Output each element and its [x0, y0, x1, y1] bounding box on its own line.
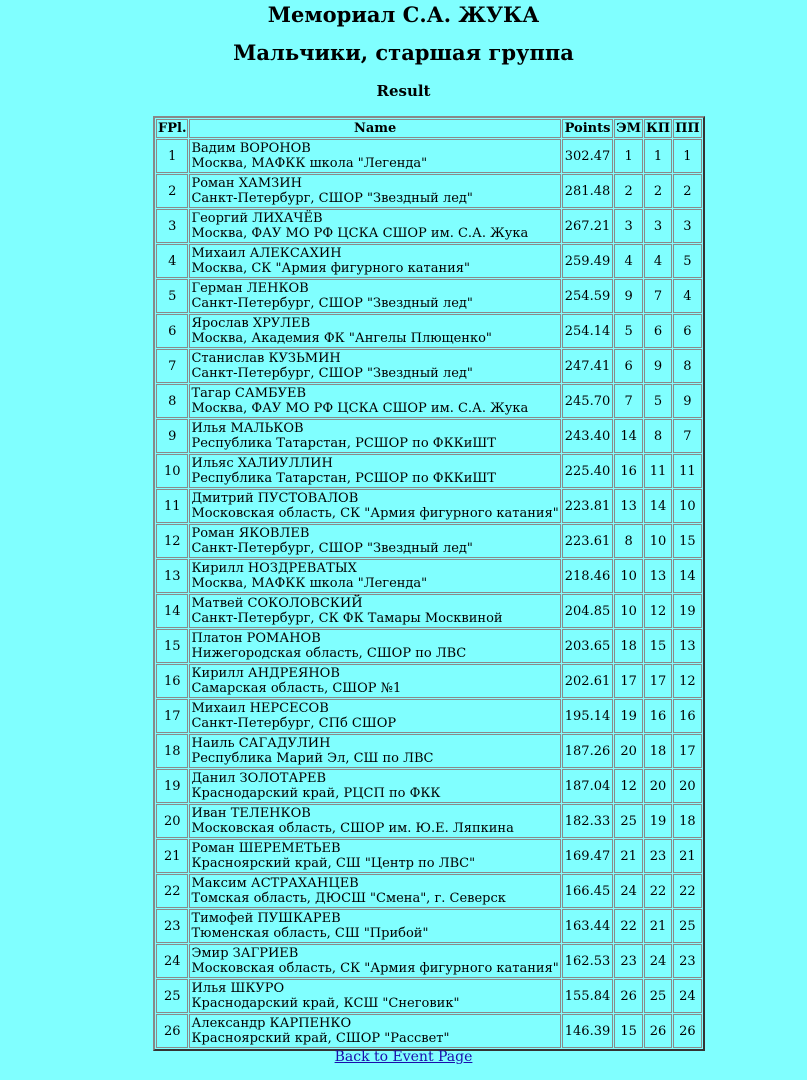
em-place-cell: 3 [614, 209, 643, 243]
skater-cell [189, 559, 560, 593]
header-fpl: FPl. [158, 121, 187, 136]
pp-place-cell: 8 [673, 349, 702, 383]
em-place-cell: 6 [614, 349, 643, 383]
pp-place-cell: 22 [673, 874, 702, 908]
table-row [156, 244, 702, 278]
table-row [156, 559, 702, 593]
points-cell: 243.40 [562, 419, 614, 453]
place-cell: 17 [156, 699, 188, 733]
skater-cell [189, 874, 560, 908]
points-cell: 162.53 [562, 944, 614, 978]
skater-club: Нижегородская область, СШОР по ЛВС [191, 646, 467, 661]
table-row [156, 804, 702, 838]
em-place-cell: 8 [614, 524, 643, 558]
kp-place-cell: 17 [644, 664, 672, 698]
points-cell: 218.46 [562, 559, 614, 593]
place-cell: 16 [156, 664, 188, 698]
em-place-cell: 22 [614, 909, 643, 943]
results-table [153, 116, 705, 1051]
skater-club: Москва, Академия ФК "Ангелы Плющенко" [191, 331, 492, 346]
kp-place-cell: 16 [644, 699, 672, 733]
points-cell: 302.47 [562, 139, 614, 173]
kp-place-cell: 18 [644, 734, 672, 768]
kp-place-cell: 11 [644, 454, 672, 488]
kp-place-cell: 8 [644, 419, 672, 453]
em-place-cell: 9 [614, 279, 643, 313]
header-kp: КП [645, 121, 671, 136]
place-cell: 20 [156, 804, 188, 838]
skater-club: Санкт-Петербург, СПб СШОР [191, 716, 397, 731]
em-place-cell: 10 [614, 559, 643, 593]
table-row [156, 629, 702, 663]
pp-place-cell: 26 [673, 1014, 702, 1048]
pp-place-cell: 18 [673, 804, 702, 838]
points-cell: 245.70 [562, 384, 614, 418]
back-link-container [0, 1048, 807, 1066]
place-cell: 11 [156, 489, 188, 523]
place-cell: 8 [156, 384, 188, 418]
skater-cell [189, 944, 560, 978]
place-cell: 7 [156, 349, 188, 383]
table-row [156, 419, 702, 453]
skater-name: Кирилл АНДРЕЯНОВ [191, 666, 340, 681]
em-place-cell: 14 [614, 419, 643, 453]
place-cell: 1 [156, 139, 188, 173]
skater-club: Московская область, СК "Армия фигурного катания" [191, 506, 559, 521]
place-cell: 24 [156, 944, 188, 978]
points-cell: 203.65 [562, 629, 614, 663]
skater-cell [189, 804, 560, 838]
skater-club: Санкт-Петербург, СШОР "Звездный лед" [191, 191, 473, 206]
skater-club: Красноярский край, СШ "Центр по ЛВС" [191, 856, 476, 871]
skater-cell [189, 734, 560, 768]
kp-place-cell: 10 [644, 524, 672, 558]
points-cell: 281.48 [562, 174, 614, 208]
skater-name: Вадим ВОРОНОВ [191, 141, 311, 156]
pp-place-cell: 1 [673, 139, 702, 173]
pp-place-cell: 5 [673, 244, 702, 278]
em-place-cell: 12 [614, 769, 643, 803]
skater-name: Герман ЛЕНКОВ [191, 281, 309, 296]
skater-cell [189, 1014, 560, 1048]
skater-club: Республика Татарстан, РСШОР по ФККиШТ [191, 471, 496, 486]
table-row [156, 874, 702, 908]
pp-place-cell: 12 [673, 664, 702, 698]
skater-name: Роман ШЕРЕМЕТЬЕВ [191, 841, 341, 856]
table-row [156, 489, 702, 523]
place-cell: 25 [156, 979, 188, 1013]
skater-name: Ярослав ХРУЛЕВ [191, 316, 311, 331]
skater-club: Томская область, ДЮСШ "Смена", г. Северск [191, 891, 506, 906]
skater-club: Санкт-Петербург, СШОР "Звездный лед" [191, 296, 473, 311]
table-row [156, 594, 702, 628]
skater-club: Красноярский край, СШОР "Рассвет" [191, 1031, 450, 1046]
skater-name: Тимофей ПУШКАРЕВ [191, 911, 341, 926]
kp-place-cell: 6 [644, 314, 672, 348]
skater-club: Санкт-Петербург, СШОР "Звездный лед" [191, 541, 473, 556]
skater-name: Станислав КУЗЬМИН [191, 351, 341, 366]
skater-name: Роман ЯКОВЛЕВ [191, 526, 310, 541]
skater-cell [189, 384, 560, 418]
table-row [156, 1014, 702, 1048]
skater-club: Москва, МАФКК школа "Легенда" [191, 576, 428, 591]
skater-club: Московская область, СШОР им. Ю.Е. Ляпкина [191, 821, 514, 836]
pp-place-cell: 23 [673, 944, 702, 978]
points-cell: 254.14 [562, 314, 614, 348]
skater-cell [189, 769, 560, 803]
kp-place-cell: 1 [644, 139, 672, 173]
table-row [156, 909, 702, 943]
pp-place-cell: 15 [673, 524, 702, 558]
skater-name: Михаил НЕРСЕСОВ [191, 701, 329, 716]
skater-cell [189, 839, 560, 873]
em-place-cell: 25 [614, 804, 643, 838]
header-points: Points [562, 119, 614, 138]
skater-club: Московская область, СК "Армия фигурного катания" [191, 961, 559, 976]
pp-place-cell: 6 [673, 314, 702, 348]
place-cell: 6 [156, 314, 188, 348]
em-place-cell: 23 [614, 944, 643, 978]
skater-name: Илья МАЛЬКОВ [191, 421, 304, 436]
points-cell: 225.40 [562, 454, 614, 488]
kp-place-cell: 14 [644, 489, 672, 523]
kp-place-cell: 26 [644, 1014, 672, 1048]
skater-cell [189, 419, 560, 453]
points-cell: 204.85 [562, 594, 614, 628]
kp-place-cell: 23 [644, 839, 672, 873]
skater-cell [189, 454, 560, 488]
kp-place-cell: 12 [644, 594, 672, 628]
pp-place-cell: 21 [673, 839, 702, 873]
place-cell: 26 [156, 1014, 188, 1048]
points-cell: 155.84 [562, 979, 614, 1013]
em-place-cell: 5 [614, 314, 643, 348]
kp-place-cell: 7 [644, 279, 672, 313]
table-row [156, 314, 702, 348]
table-row [156, 699, 702, 733]
place-cell: 21 [156, 839, 188, 873]
pp-place-cell: 7 [673, 419, 702, 453]
kp-place-cell: 3 [644, 209, 672, 243]
skater-club: Москва, СК "Армия фигурного катания" [191, 261, 470, 276]
pp-place-cell: 2 [673, 174, 702, 208]
pp-place-cell: 9 [673, 384, 702, 418]
skater-name: Тагар САМБУЕВ [191, 386, 307, 401]
place-cell: 23 [156, 909, 188, 943]
skater-club: Санкт-Петербург, СК ФК Тамары Москвиной [191, 611, 503, 626]
table-row [156, 839, 702, 873]
kp-place-cell: 9 [644, 349, 672, 383]
points-cell: 259.49 [562, 244, 614, 278]
em-place-cell: 7 [614, 384, 643, 418]
table-row [156, 454, 702, 488]
points-cell: 182.33 [562, 804, 614, 838]
place-cell: 4 [156, 244, 188, 278]
points-cell: 166.45 [562, 874, 614, 908]
table-row [156, 524, 702, 558]
skater-name: Илья ШКУРО [191, 981, 285, 996]
skater-name: Кирилл НОЗДРЕВАТЫХ [191, 561, 357, 576]
skater-club: Москва, МАФКК школа "Легенда" [191, 156, 428, 171]
kp-place-cell: 25 [644, 979, 672, 1013]
place-cell: 22 [156, 874, 188, 908]
place-cell: 19 [156, 769, 188, 803]
pp-place-cell: 16 [673, 699, 702, 733]
kp-place-cell: 20 [644, 769, 672, 803]
points-cell: 254.59 [562, 279, 614, 313]
place-cell: 9 [156, 419, 188, 453]
skater-name: Роман ХАМЗИН [191, 176, 302, 191]
kp-place-cell: 2 [644, 174, 672, 208]
skater-name: Данил ЗОЛОТАРЕВ [191, 771, 327, 786]
place-cell: 14 [156, 594, 188, 628]
points-cell: 223.61 [562, 524, 614, 558]
skater-club: Республика Марий Эл, СШ по ЛВС [191, 751, 434, 766]
skater-cell [189, 699, 560, 733]
table-row [156, 664, 702, 698]
table-row [156, 279, 702, 313]
pp-place-cell: 20 [673, 769, 702, 803]
skater-name: Платон РОМАНОВ [191, 631, 321, 646]
em-place-cell: 4 [614, 244, 643, 278]
skater-name: Иван ТЕЛЕНКОВ [191, 806, 311, 821]
kp-place-cell: 4 [644, 244, 672, 278]
skater-name: Михаил АЛЕКСАХИН [191, 246, 342, 261]
skater-cell [189, 979, 560, 1013]
skater-club: Тюменская область, СШ "Прибой" [191, 926, 429, 941]
back-to-event-link[interactable]: Back to Event Page [334, 1049, 473, 1065]
kp-place-cell: 19 [644, 804, 672, 838]
skater-cell [189, 664, 560, 698]
em-place-cell: 20 [614, 734, 643, 768]
pp-place-cell: 10 [673, 489, 702, 523]
pp-place-cell: 24 [673, 979, 702, 1013]
place-cell: 10 [156, 454, 188, 488]
em-place-cell: 15 [614, 1014, 643, 1048]
skater-cell [189, 909, 560, 943]
place-cell: 12 [156, 524, 188, 558]
place-cell: 18 [156, 734, 188, 768]
table-row [156, 944, 702, 978]
em-place-cell: 24 [614, 874, 643, 908]
points-cell: 195.14 [562, 699, 614, 733]
em-place-cell: 18 [614, 629, 643, 663]
skater-name: Эмир ЗАГРИЕВ [191, 946, 299, 961]
header-em: ЭМ [616, 121, 641, 136]
pp-place-cell: 13 [673, 629, 702, 663]
kp-place-cell: 24 [644, 944, 672, 978]
table-row [156, 769, 702, 803]
skater-club: Самарская область, СШОР №1 [191, 681, 402, 696]
table-row [156, 209, 702, 243]
table-row [156, 979, 702, 1013]
points-cell: 267.21 [562, 209, 614, 243]
em-place-cell: 16 [614, 454, 643, 488]
skater-cell [189, 524, 560, 558]
points-cell: 202.61 [562, 664, 614, 698]
pp-place-cell: 11 [673, 454, 702, 488]
category-title: Мальчики, старшая группа [233, 40, 574, 65]
kp-place-cell: 22 [644, 874, 672, 908]
skater-cell [189, 279, 560, 313]
pp-place-cell: 14 [673, 559, 702, 593]
skater-cell [189, 594, 560, 628]
header-pp: ПП [675, 121, 700, 136]
skater-cell [189, 174, 560, 208]
skater-club: Москва, ФАУ МО РФ ЦСКА СШОР им. С.А. Жука [191, 226, 529, 241]
kp-place-cell: 5 [644, 384, 672, 418]
skater-cell [189, 314, 560, 348]
skater-name: Дмитрий ПУСТОВАЛОВ [191, 491, 359, 506]
em-place-cell: 17 [614, 664, 643, 698]
results-body [156, 139, 702, 1048]
skater-club: Краснодарский край, РЦСП по ФКК [191, 786, 441, 801]
pp-place-cell: 4 [673, 279, 702, 313]
table-row [156, 349, 702, 383]
points-cell: 146.39 [562, 1014, 614, 1048]
em-place-cell: 21 [614, 839, 643, 873]
skater-name: Наиль САГАДУЛИН [191, 736, 331, 751]
place-cell: 3 [156, 209, 188, 243]
skater-name: Максим АСТРАХАНЦЕВ [191, 876, 359, 891]
skater-cell [189, 139, 560, 173]
em-place-cell: 1 [614, 139, 643, 173]
points-cell: 187.04 [562, 769, 614, 803]
skater-cell [189, 209, 560, 243]
points-cell: 187.26 [562, 734, 614, 768]
kp-place-cell: 13 [644, 559, 672, 593]
table-header-row [156, 119, 702, 138]
points-cell: 247.41 [562, 349, 614, 383]
skater-cell [189, 489, 560, 523]
em-place-cell: 26 [614, 979, 643, 1013]
skater-club: Краснодарский край, КСШ "Снеговик" [191, 996, 460, 1011]
em-place-cell: 19 [614, 699, 643, 733]
place-cell: 2 [156, 174, 188, 208]
place-cell: 5 [156, 279, 188, 313]
skater-name: Александр КАРПЕНКО [191, 1016, 352, 1031]
section-title: Result [376, 82, 431, 100]
skater-name: Матвей СОКОЛОВСКИЙ [191, 596, 363, 611]
pp-place-cell: 25 [673, 909, 702, 943]
table-row [156, 174, 702, 208]
place-cell: 13 [156, 559, 188, 593]
em-place-cell: 10 [614, 594, 643, 628]
skater-cell [189, 244, 560, 278]
kp-place-cell: 21 [644, 909, 672, 943]
skater-club: Санкт-Петербург, СШОР "Звездный лед" [191, 366, 473, 381]
event-title: Мемориал С.А. ЖУКА [267, 2, 540, 27]
skater-cell [189, 629, 560, 663]
em-place-cell: 13 [614, 489, 643, 523]
skater-name: Ильяс ХАЛИУЛЛИН [191, 456, 333, 471]
skater-cell [189, 349, 560, 383]
header-name: Name [189, 119, 560, 138]
table-row [156, 734, 702, 768]
skater-club: Республика Татарстан, РСШОР по ФККиШТ [191, 436, 496, 451]
skater-name: Георгий ЛИХАЧЁВ [191, 211, 323, 226]
table-row [156, 384, 702, 418]
pp-place-cell: 3 [673, 209, 702, 243]
points-cell: 169.47 [562, 839, 614, 873]
pp-place-cell: 17 [673, 734, 702, 768]
points-cell: 223.81 [562, 489, 614, 523]
points-cell: 163.44 [562, 909, 614, 943]
em-place-cell: 2 [614, 174, 643, 208]
kp-place-cell: 15 [644, 629, 672, 663]
place-cell: 15 [156, 629, 188, 663]
pp-place-cell: 19 [673, 594, 702, 628]
skater-club: Москва, ФАУ МО РФ ЦСКА СШОР им. С.А. Жука [191, 401, 529, 416]
table-row [156, 139, 702, 173]
